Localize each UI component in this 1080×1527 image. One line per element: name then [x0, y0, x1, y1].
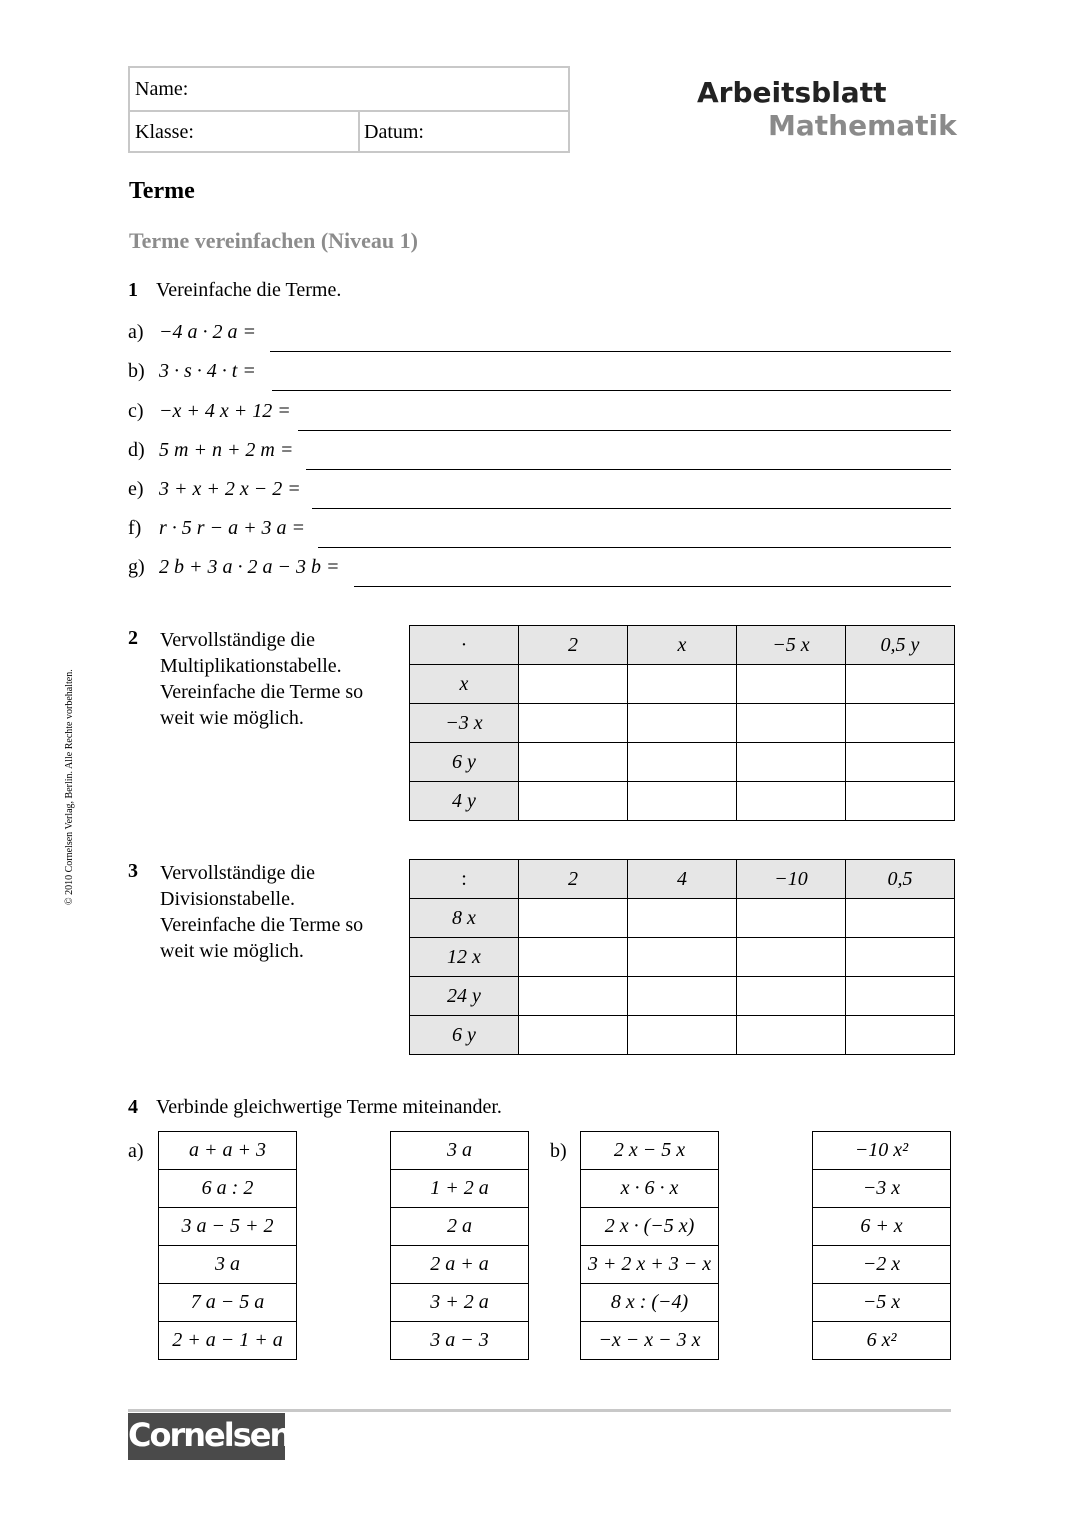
task-text-line: weit wie möglich. [160, 707, 304, 729]
copyright-text: © 2010 Cornelsen Verlag, Berlin. Alle Rechte vorbehalten. [64, 669, 75, 905]
term-cell[interactable]: 6 a : 2 [159, 1170, 297, 1208]
answer-cell[interactable] [628, 743, 737, 782]
item-label: f) [128, 517, 142, 539]
match-table-a-right [390, 1131, 529, 1360]
task1-heading [128, 277, 341, 303]
column-header: x [628, 626, 737, 665]
task-text-line: Vereinfache die Terme so [160, 914, 364, 936]
answer-line[interactable] [298, 430, 951, 431]
answer-cell[interactable] [846, 977, 955, 1016]
table-header-row [410, 626, 955, 665]
term-row [813, 1246, 951, 1284]
answer-cell[interactable] [628, 1016, 737, 1055]
term-row [391, 1284, 529, 1322]
term-row [391, 1246, 529, 1284]
table-row [410, 899, 955, 938]
answer-cell[interactable] [519, 938, 628, 977]
term-cell[interactable]: a + a + 3 [159, 1132, 297, 1170]
row-header: −3 x [410, 704, 519, 743]
answer-cell[interactable] [846, 665, 955, 704]
part-b-label: b) [550, 1140, 567, 1162]
term-cell[interactable]: 2 x · (−5 x) [581, 1208, 719, 1246]
answer-cell[interactable] [519, 704, 628, 743]
name-label: Name: [135, 78, 189, 100]
answer-cell[interactable] [737, 1016, 846, 1055]
table-row [410, 1016, 955, 1055]
topic-heading: Terme [129, 178, 195, 204]
answer-cell[interactable] [846, 1016, 955, 1055]
row-header: x [410, 665, 519, 704]
answer-cell[interactable] [519, 743, 628, 782]
term-row [159, 1322, 297, 1360]
answer-cell[interactable] [846, 704, 955, 743]
term-cell[interactable]: 3 + 2 a [391, 1284, 529, 1322]
row-header: 6 y [410, 743, 519, 782]
answer-cell[interactable] [737, 743, 846, 782]
item-expression: 5 m + n + 2 m = [159, 439, 294, 461]
answer-line[interactable] [318, 547, 951, 548]
task-text-line: weit wie möglich. [160, 940, 304, 962]
task1-item [128, 321, 256, 344]
column-header: 0,5 y [846, 626, 955, 665]
item-label: c) [128, 400, 144, 422]
task1-item [128, 478, 301, 501]
term-cell[interactable]: 3 a − 5 + 2 [159, 1208, 297, 1246]
task-text-line: Vervollständige die [160, 862, 315, 884]
item-expression: r · 5 r − a + 3 a = [159, 517, 306, 539]
answer-cell[interactable] [628, 782, 737, 821]
answer-cell[interactable] [737, 782, 846, 821]
task-text-line: Multiplikationstabelle. [160, 655, 342, 677]
division-table [409, 859, 955, 1055]
match-table-b-left [580, 1131, 719, 1360]
column-header: 2 [519, 626, 628, 665]
term-cell[interactable]: −2 x [813, 1246, 951, 1284]
answer-cell[interactable] [737, 938, 846, 977]
answer-cell[interactable] [628, 899, 737, 938]
name-row [130, 68, 568, 112]
answer-cell[interactable] [846, 899, 955, 938]
task1-item [128, 360, 256, 383]
task1-item [128, 439, 293, 462]
item-expression: −x + 4 x + 12 = [159, 400, 291, 422]
term-row [581, 1170, 719, 1208]
item-expression: 3 · s · 4 · t = [159, 360, 256, 382]
term-cell[interactable]: 3 a [159, 1246, 297, 1284]
term-cell[interactable]: −10 x² [813, 1132, 951, 1170]
answer-cell[interactable] [628, 704, 737, 743]
task-text-line: Vervollständige die [160, 629, 315, 651]
item-expression: −4 a · 2 a = [159, 321, 256, 343]
info-divider [358, 110, 360, 151]
term-cell[interactable]: 6 + x [813, 1208, 951, 1246]
term-row [581, 1246, 719, 1284]
answer-cell[interactable] [628, 665, 737, 704]
term-cell[interactable]: 2 x − 5 x [581, 1132, 719, 1170]
answer-line[interactable] [270, 351, 951, 352]
column-header: 2 [519, 860, 628, 899]
answer-cell[interactable] [628, 977, 737, 1016]
subtopic-heading: Terme vereinfachen (Niveau 1) [129, 228, 418, 253]
column-header: 0,5 [846, 860, 955, 899]
term-cell[interactable]: −x − x − 3 x [581, 1322, 719, 1360]
task-text-line: Divisionstabelle. [160, 888, 295, 910]
operator-cell: · [410, 626, 519, 665]
table-row [410, 782, 955, 821]
term-row [581, 1208, 719, 1246]
item-label: e) [128, 478, 144, 500]
answer-line[interactable] [354, 586, 951, 587]
answer-cell[interactable] [737, 977, 846, 1016]
row-header: 12 x [410, 938, 519, 977]
term-row [813, 1170, 951, 1208]
term-cell[interactable]: x · 6 · x [581, 1170, 719, 1208]
answer-cell[interactable] [737, 899, 846, 938]
term-cell[interactable]: 3 a [391, 1132, 529, 1170]
term-row [391, 1208, 529, 1246]
task-text: Verbinde gleichwertige Terme miteinander. [156, 1096, 502, 1118]
part-a-label: a) [128, 1140, 144, 1162]
term-row [581, 1132, 719, 1170]
task-number: 4 [128, 1096, 138, 1118]
task1-item [128, 556, 340, 579]
term-cell[interactable]: 2 a + a [391, 1246, 529, 1284]
answer-cell[interactable] [519, 899, 628, 938]
answer-cell[interactable] [519, 977, 628, 1016]
operator-cell: : [410, 860, 519, 899]
term-cell[interactable]: 7 a − 5 a [159, 1284, 297, 1322]
row-header: 6 y [410, 1016, 519, 1055]
row-header: 4 y [410, 782, 519, 821]
term-cell[interactable]: 8 x : (−4) [581, 1284, 719, 1322]
term-row [581, 1284, 719, 1322]
term-row [391, 1132, 529, 1170]
task-text-line: Vereinfache die Terme so [160, 681, 364, 703]
answer-cell[interactable] [628, 938, 737, 977]
datum-label: Datum: [364, 121, 424, 143]
term-cell[interactable]: 3 + 2 x + 3 − x [581, 1246, 719, 1284]
term-cell[interactable]: 2 a [391, 1208, 529, 1246]
column-header: 4 [628, 860, 737, 899]
term-row [159, 1170, 297, 1208]
task-number: 1 [128, 279, 138, 301]
row-header: 24 y [410, 977, 519, 1016]
match-table-a-left [158, 1131, 297, 1360]
term-row [813, 1284, 951, 1322]
task1-item [128, 400, 291, 423]
table-header-row [410, 860, 955, 899]
task1-item [128, 517, 305, 540]
answer-cell[interactable] [519, 1016, 628, 1055]
term-cell[interactable]: −5 x [813, 1284, 951, 1322]
table-row [410, 743, 955, 782]
item-label: b) [128, 360, 145, 382]
term-row [813, 1208, 951, 1246]
answer-cell[interactable] [737, 665, 846, 704]
term-row [813, 1322, 951, 1360]
answer-cell[interactable] [519, 665, 628, 704]
term-row [391, 1170, 529, 1208]
task-number: 3 [128, 860, 138, 882]
term-row [581, 1322, 719, 1360]
term-row [159, 1208, 297, 1246]
row-header: 8 x [410, 899, 519, 938]
term-row [813, 1132, 951, 1170]
answer-cell[interactable] [737, 704, 846, 743]
subject-title: Mathematik [768, 109, 957, 142]
task4-heading [128, 1094, 502, 1120]
term-cell[interactable]: 3 a − 3 [391, 1322, 529, 1360]
table-row [410, 665, 955, 704]
match-table-b-right [812, 1131, 951, 1360]
term-cell[interactable]: 1 + 2 a [391, 1170, 529, 1208]
term-row [159, 1246, 297, 1284]
term-row [159, 1284, 297, 1322]
term-cell[interactable]: −3 x [813, 1170, 951, 1208]
term-row [391, 1322, 529, 1360]
answer-line[interactable] [272, 390, 951, 391]
answer-cell[interactable] [846, 743, 955, 782]
table-row [410, 938, 955, 977]
answer-line[interactable] [306, 469, 951, 470]
column-header: −10 [737, 860, 846, 899]
term-cell[interactable]: 6 x² [813, 1322, 951, 1360]
item-expression: 2 b + 3 a · 2 a − 3 b = [159, 556, 340, 578]
term-row [159, 1132, 297, 1170]
item-label: g) [128, 556, 145, 578]
item-label: d) [128, 439, 145, 461]
worksheet-title: Arbeitsblatt [697, 76, 887, 109]
task-text: Vereinfache die Terme. [156, 279, 342, 301]
item-label: a) [128, 321, 144, 343]
answer-cell[interactable] [846, 938, 955, 977]
cornelsen-logo: Cornelsen [128, 1413, 285, 1460]
table-row [410, 704, 955, 743]
answer-cell[interactable] [846, 782, 955, 821]
item-expression: 3 + x + 2 x − 2 = [159, 478, 301, 500]
task-number: 2 [128, 627, 138, 649]
answer-line[interactable] [312, 508, 951, 509]
multiplication-table [409, 625, 955, 821]
klasse-label: Klasse: [135, 121, 194, 143]
term-cell[interactable]: 2 + a − 1 + a [159, 1322, 297, 1360]
footer-divider [128, 1409, 951, 1412]
answer-cell[interactable] [519, 782, 628, 821]
table-row [410, 977, 955, 1016]
column-header: −5 x [737, 626, 846, 665]
student-info-box [128, 66, 570, 153]
